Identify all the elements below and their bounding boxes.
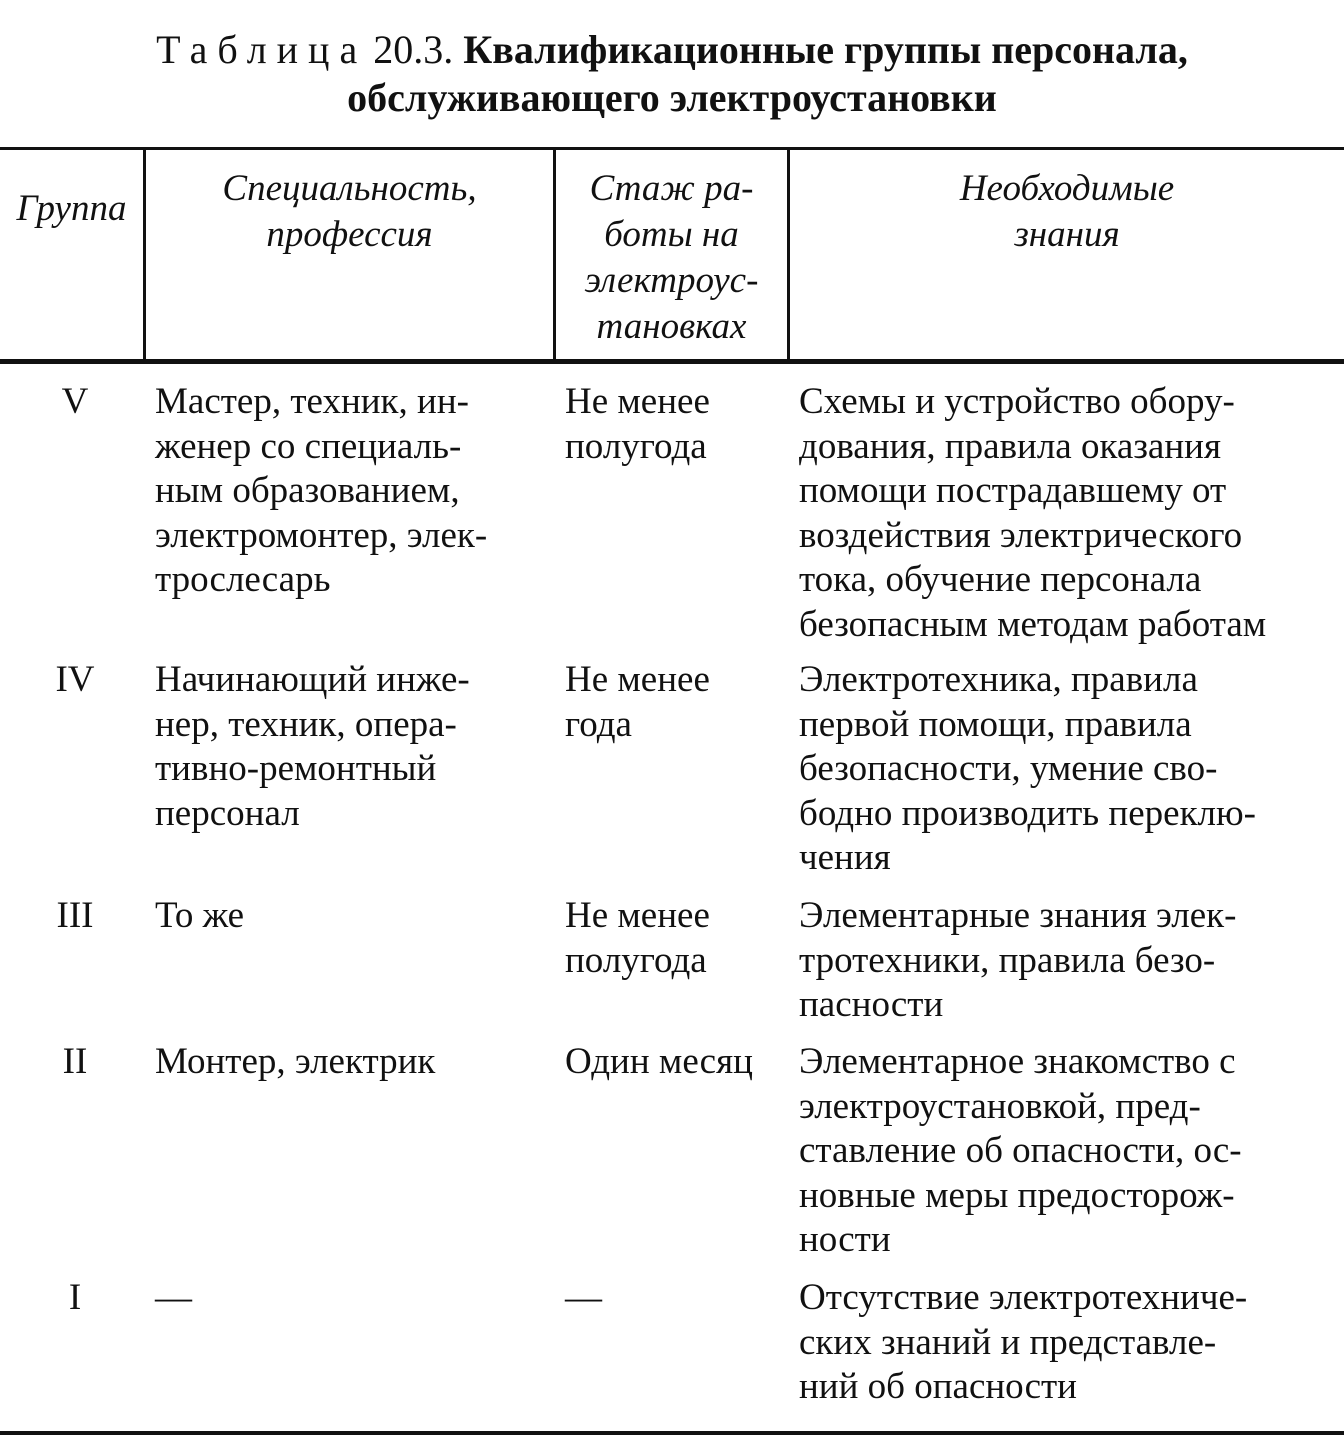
cell-line: Элементарное знакомство с [799,1041,1236,1082]
cell-line: ставление об опасности, ос- [799,1130,1242,1171]
header-line: Необходимые [959,168,1175,209]
row-ii-knowledge [799,1040,1242,1263]
header-line: знания [1014,214,1120,255]
cell-line: нер, техник, опера- [155,703,457,745]
cell-line: помощи пострадавшему от [799,470,1227,511]
cell-line: Отсутствие электротехниче- [799,1277,1248,1318]
cell-line: тивно-ремонтный [155,748,437,789]
cell-line: первой помощи, правила [799,703,1192,745]
cell-line: тока, обучение персонала [799,559,1202,600]
cell-line: ным образованием, [155,470,460,511]
row-iv-specialty [155,658,470,836]
caption-number: 20.3. [373,27,454,72]
cell-line: персонал [155,792,300,834]
row-iv-knowledge [799,658,1256,881]
row-iii-knowledge [799,894,1236,1028]
row-i-specialty [155,1276,192,1321]
caption-line-1 [0,26,1344,74]
cell-line: безопасности, умение сво- [799,748,1218,789]
cell-line: ности [799,1219,891,1260]
row-iv-group: IV [55,659,95,700]
cell-line: То же [155,895,245,936]
cell-line: ний об опасности [799,1366,1077,1407]
header-line: Стаж ра- [589,168,754,209]
cell-line: Не менее [565,659,710,700]
table-top-rule [0,147,1344,150]
header-experience [556,166,787,350]
row-v-group: V [61,381,89,422]
caption-label: Таблица [156,27,368,72]
row-i-knowledge [799,1276,1247,1410]
cell-line: Мастер, техник, ин- [155,381,469,422]
table-bottom-rule [0,1431,1344,1435]
row-iii-experience [565,894,710,983]
cell-line: Не менее [565,895,710,936]
row-ii-specialty [155,1040,435,1085]
cell-line: полугода [565,939,707,981]
row-i-experience [565,1276,602,1321]
header-line: боты на [604,214,739,255]
cell-line: — [155,1277,192,1318]
table-header-rule [0,359,1344,364]
row-iv-experience [565,658,710,747]
cell-line: трослесарь [155,559,331,600]
cell-line: Не менее [565,381,710,422]
cell-line: электроустановкой, пред- [799,1085,1201,1127]
cell-line: ских знаний и представле- [799,1321,1217,1363]
cell-line: дования, правила оказания [799,425,1221,467]
row-v-specialty [155,380,487,603]
cell-line: года [565,703,632,745]
cell-line: Элементарные знания элек- [799,895,1237,936]
header-line: электроус- [584,260,759,301]
cell-line: бодно производить переклю- [799,792,1256,834]
cell-line: Начинающий инже- [155,659,470,700]
cell-line: женер со специаль- [155,425,462,467]
row-ii-group: II [62,1041,88,1082]
cell-line: пасности [799,984,944,1025]
cell-line: электромонтер, элек- [155,514,488,556]
cell-line: Один месяц [565,1041,753,1082]
cell-line: тротехники, правила безо- [799,939,1216,981]
cell-line: чения [799,837,891,878]
header-line: тановках [596,306,747,347]
row-iii-specialty [155,894,244,939]
cell-line: — [565,1277,602,1318]
header-line: Специальность, [222,168,477,209]
table-caption [0,26,1344,122]
header-line: профессия [266,214,433,255]
caption-title-line-2: обслуживающего электроустановки [347,75,997,120]
row-v-knowledge [799,380,1266,647]
row-v-experience [565,380,710,469]
cell-line: полугода [565,425,707,467]
cell-line: Монтер, электрик [155,1041,436,1082]
header-line: Группа [16,188,127,229]
cell-line: Схемы и устройство обору- [799,381,1235,422]
header-knowledge [790,166,1344,258]
cell-line: Электротехника, правила [799,659,1198,700]
row-ii-experience [565,1040,753,1085]
cell-line: новные меры предосторож- [799,1174,1235,1216]
row-i-group: I [68,1277,82,1318]
header-group [0,186,143,232]
cell-line: воздействия электрического [799,514,1243,556]
header-specialty [146,166,553,258]
row-iii-group: III [56,895,94,936]
caption-title-line-1: Квалификационные группы персонала, [463,27,1188,72]
cell-line: безопасным методам работам [799,603,1267,645]
